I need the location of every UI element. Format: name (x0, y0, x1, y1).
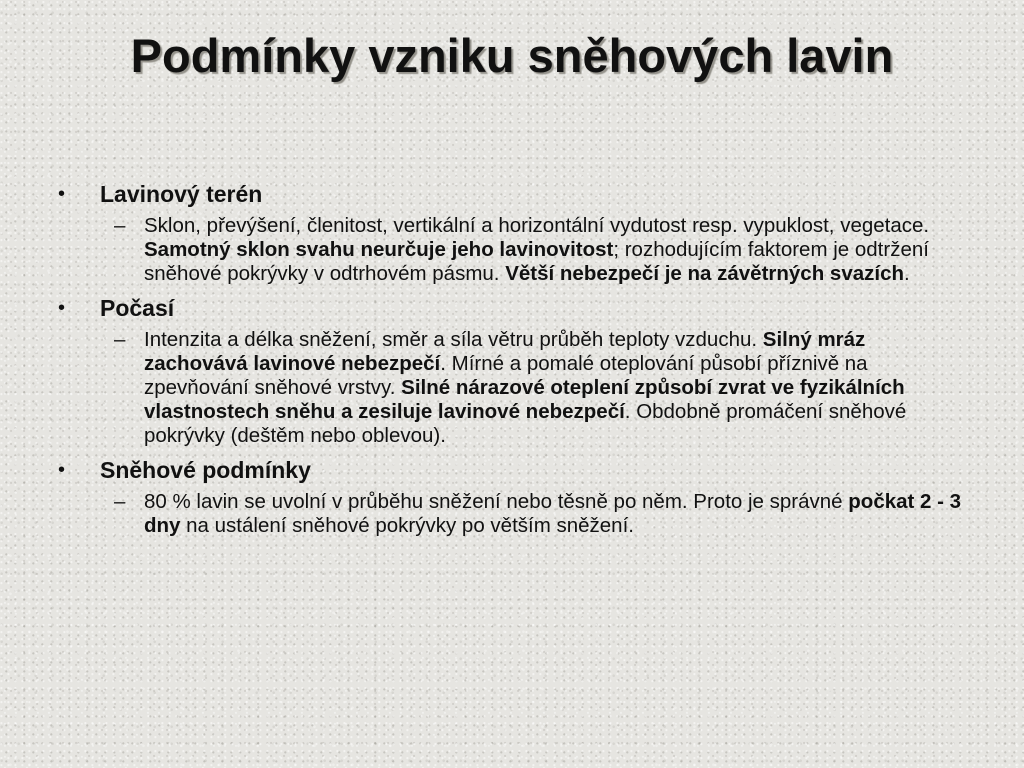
text-run-bold: počkat 2 - 3 dny (144, 490, 962, 537)
bullet-pocasi (58, 294, 968, 322)
sub-item-lavinovy-teren (58, 214, 968, 286)
bullet-marker: • (58, 297, 66, 319)
text-run-bold: Silný mráz zachovává lavinové nebezpečí (144, 328, 866, 375)
slide-content (58, 180, 968, 546)
dash-marker: – (114, 490, 126, 513)
dash-marker: – (114, 214, 126, 237)
text-run: . Mírné a pomalé oteplování působí příznivě na zpevňování sněhové vrstvy. (144, 352, 868, 399)
text-run: na ustálení sněhové pokrývky po větším sněžení. (180, 514, 634, 537)
bullet-snehove-podminky (58, 456, 968, 484)
bullet-heading: Lavinový terén (100, 181, 263, 207)
text-run-bold: Větší nebezpečí je na závětrných svazích (505, 262, 904, 285)
text-run-bold: Silné nárazové oteplení způsobí zvrat ve fyzikálních vlastnostech sněhu a zesiluje lavinové nebezpečí (144, 376, 905, 423)
bullet-lavinovy-teren (58, 180, 968, 208)
bullet-heading: Sněhové podmínky (100, 457, 311, 483)
slide-title: Podmínky vzniku sněhových lavin (130, 29, 894, 82)
text-run: . (904, 262, 910, 285)
text-run: Sklon, převýšení, členitost, vertikální a horizontální vydutost resp. vypuklost, vegetace. (144, 214, 930, 237)
text-run: ; rozhodujícím faktorem je odtržení sněhové pokrývky v odtrhovém pásmu. (144, 238, 929, 285)
text-run-bold: Samotný sklon svahu neurčuje jeho lavinovitost (144, 238, 614, 261)
dash-marker: – (114, 328, 126, 351)
sub-item-snehove-podminky (58, 490, 968, 538)
bullet-heading: Počasí (100, 295, 175, 321)
bullet-marker: • (58, 459, 66, 481)
sub-item-pocasi (58, 328, 968, 448)
bullet-marker: • (58, 183, 66, 205)
text-run: Intenzita a délka sněžení, směr a síla větru průběh teploty vzduchu. (144, 328, 763, 351)
text-run: 80 % lavin se uvolní v průběhu sněžení nebo těsně po něm. Proto je správné (144, 490, 849, 513)
text-run: . Obdobně promáčení sněhové pokrývky (deštěm nebo oblevou). (144, 400, 907, 447)
